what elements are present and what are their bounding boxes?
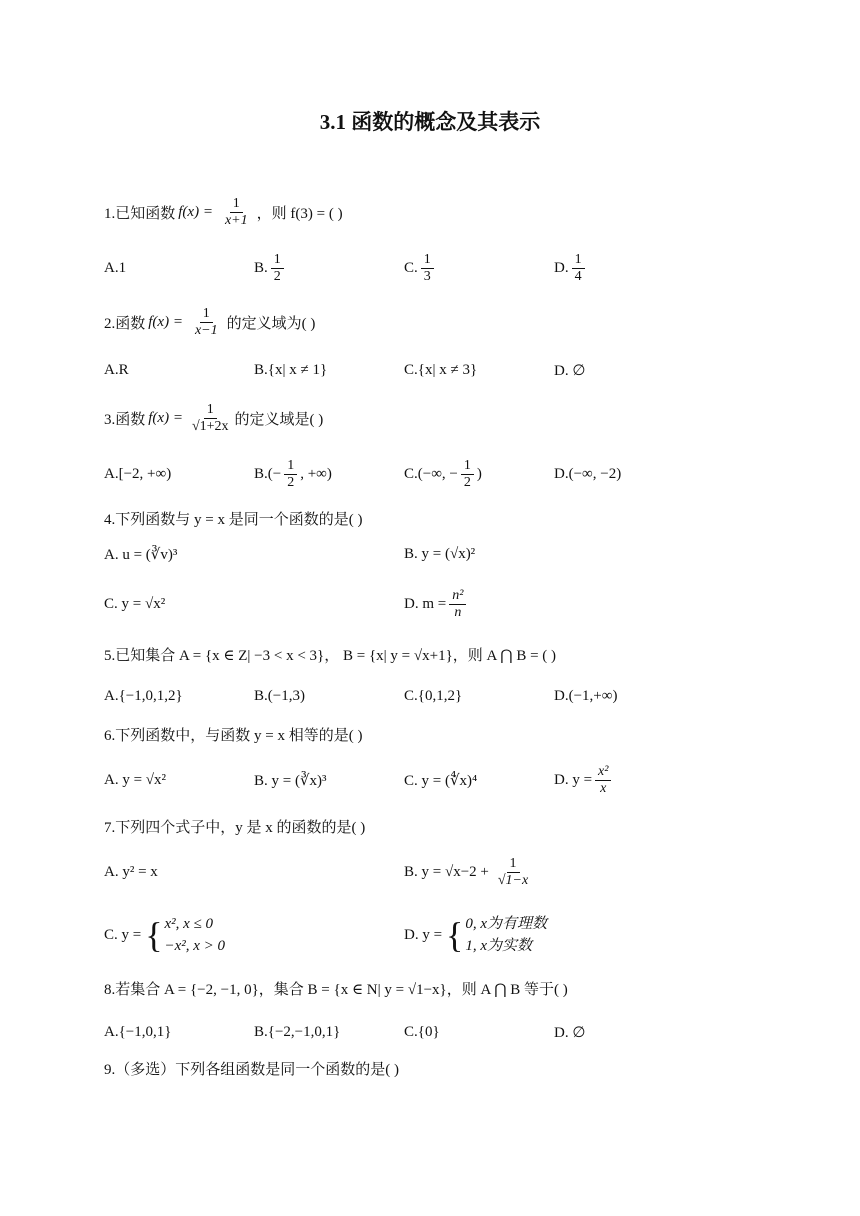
option-label: A.R xyxy=(104,361,129,378)
question-tail: 的定义域是( ) xyxy=(234,411,324,428)
option-label: B. y = (√x)² xyxy=(404,545,476,562)
option-d[interactable] xyxy=(554,350,585,390)
option-label: A. y = √x² xyxy=(104,771,167,788)
question-4-stem xyxy=(104,498,362,538)
question-text: 2.函数 xyxy=(104,315,146,332)
fraction xyxy=(189,306,224,339)
option-label: C. y = xyxy=(104,926,142,943)
fraction xyxy=(449,588,466,621)
question-5-stem xyxy=(104,634,556,674)
question-2-options xyxy=(104,350,744,390)
denominator: x xyxy=(600,780,607,796)
option-c[interactable] xyxy=(404,454,482,494)
question-text: 4.下列函数与 y = x 是同一个函数的是( ) xyxy=(104,511,363,528)
denominator: √1−x xyxy=(497,872,529,888)
function-expression: f(x) = xyxy=(148,313,183,330)
question-8-stem xyxy=(104,968,568,1008)
numerator: 1 xyxy=(200,306,213,323)
fraction xyxy=(284,458,297,491)
option-b[interactable] xyxy=(254,760,327,800)
option-label: D. y = xyxy=(404,926,443,943)
fraction xyxy=(421,252,434,285)
piecewise xyxy=(446,913,547,957)
option-b[interactable] xyxy=(254,350,327,390)
option-c[interactable] xyxy=(404,350,477,390)
option-a[interactable] xyxy=(104,350,129,390)
question-text: 1.已知函数 xyxy=(104,205,176,222)
option-b[interactable] xyxy=(254,676,305,716)
question-text: 7.下列四个式子中，y 是 x 的函数的是( ) xyxy=(104,819,366,836)
option-label: C. y = √x² xyxy=(104,595,166,612)
question-4-options-row-2 xyxy=(104,584,744,624)
option-c[interactable] xyxy=(104,584,165,624)
case-line: −x², x > 0 xyxy=(164,938,226,954)
question-tail: 的定义域为( ) xyxy=(226,315,316,332)
page-title: 3.1 函数的概念及其表示 xyxy=(319,110,541,134)
question-5-options xyxy=(104,676,744,716)
option-label: D. ∅ xyxy=(554,1024,586,1041)
numerator: 1 xyxy=(230,196,243,213)
fraction xyxy=(271,252,284,285)
numerator: 1 xyxy=(204,402,217,419)
option-label: D.(−∞, −2) xyxy=(554,465,622,482)
option-c[interactable] xyxy=(404,1012,440,1052)
function-expression: f(x) = xyxy=(148,409,183,426)
option-label: A.{−1,0,1,2} xyxy=(104,687,183,704)
case-line: x², x ≤ 0 xyxy=(164,916,214,932)
question-1-stem xyxy=(104,192,343,232)
question-3-options xyxy=(104,454,744,494)
cases xyxy=(165,913,226,957)
option-a[interactable] xyxy=(104,852,158,892)
option-label: C. y = (∜x)⁴ xyxy=(404,772,478,789)
denominator: 2 xyxy=(273,268,281,284)
question-8-options xyxy=(104,1012,744,1052)
option-label: C.{0} xyxy=(404,1023,440,1040)
question-3-stem xyxy=(104,398,323,438)
piecewise xyxy=(145,913,225,957)
numerator: x² xyxy=(595,764,611,781)
fraction xyxy=(189,402,232,435)
denominator: 2 xyxy=(287,474,295,490)
question-7-stem xyxy=(104,806,365,846)
option-label: B. xyxy=(254,259,268,276)
option-d[interactable] xyxy=(404,912,547,958)
option-label: C.(−∞, − xyxy=(404,465,458,482)
option-b[interactable] xyxy=(404,852,537,892)
option-d[interactable] xyxy=(554,760,614,800)
question-text: 5.已知集合 A = {x ∈ Z| −3 < x < 3}， B = {x| y = √x+1}，则 A ⋂ B = ( ) xyxy=(104,647,557,664)
numerator: 1 xyxy=(572,252,585,269)
option-c[interactable] xyxy=(404,760,477,800)
option-label: D. xyxy=(554,259,569,276)
option-label: D. ∅ xyxy=(554,362,586,379)
option-label: A. y² = x xyxy=(104,863,158,880)
option-label: ) xyxy=(476,465,482,482)
option-label: , +∞) xyxy=(300,465,332,482)
numerator: 1 xyxy=(461,458,474,475)
option-label: B.{x| x ≠ 1} xyxy=(254,361,328,378)
option-d[interactable] xyxy=(404,584,469,624)
option-d[interactable] xyxy=(554,1012,585,1052)
option-a[interactable] xyxy=(104,676,183,716)
option-label: C. xyxy=(404,259,418,276)
option-b[interactable] xyxy=(404,534,475,574)
fraction xyxy=(219,196,254,229)
question-6-stem xyxy=(104,714,362,754)
fraction xyxy=(461,458,474,491)
option-c[interactable] xyxy=(104,912,225,958)
question-7-options-row-2 xyxy=(104,912,744,958)
option-label: C.{0,1,2} xyxy=(404,687,463,704)
denominator: x−1 xyxy=(194,322,218,338)
denominator: 2 xyxy=(463,474,471,490)
denominator: √1+2x xyxy=(191,418,229,434)
numerator: 1 xyxy=(284,458,297,475)
option-d[interactable] xyxy=(554,454,621,494)
option-a[interactable] xyxy=(104,1012,171,1052)
option-c[interactable] xyxy=(404,248,437,288)
case-line: 0, x为有理数 xyxy=(465,916,547,932)
question-text: 3.函数 xyxy=(104,411,146,428)
option-a[interactable] xyxy=(104,454,171,494)
option-b[interactable] xyxy=(254,454,332,494)
fraction xyxy=(572,252,585,285)
fraction xyxy=(492,856,534,889)
numerator: 1 xyxy=(271,252,284,269)
numerator: 1 xyxy=(421,252,434,269)
question-6-options xyxy=(104,760,744,800)
denominator: n xyxy=(454,604,462,620)
denominator: 4 xyxy=(574,268,582,284)
fraction xyxy=(595,764,611,797)
option-label: B.(− xyxy=(254,465,282,482)
option-label: B. y = √x−2 + xyxy=(404,863,489,880)
option-label: D. y = xyxy=(554,771,593,788)
option-label: B. y = (∛x)³ xyxy=(254,772,327,789)
option-label: B.(−1,3) xyxy=(254,687,305,704)
left-brace: { xyxy=(145,915,163,955)
question-tail: ，则 f(3) = ( ) xyxy=(256,205,343,222)
option-label: D.(−1,+∞) xyxy=(554,687,618,704)
cases xyxy=(465,913,547,957)
function-expression: f(x) = xyxy=(178,203,213,220)
option-label: B.{−2,−1,0,1} xyxy=(254,1023,341,1040)
option-b[interactable] xyxy=(254,1012,340,1052)
question-text: 8.若集合 A = {−2, −1, 0}，集合 B = {x ∈ N| y = √1−x}，则 A ⋂ B 等于( ) xyxy=(104,981,568,998)
option-a[interactable] xyxy=(104,534,177,574)
option-label: D. m = xyxy=(404,595,447,612)
question-7-options-row-1 xyxy=(104,852,744,892)
question-text: 6.下列函数中，与函数 y = x 相等的是( ) xyxy=(104,727,363,744)
case-line: 1, x为实数 xyxy=(465,938,532,954)
option-d[interactable] xyxy=(554,676,617,716)
question-text: 9.（多选）下列各组函数是同一个函数的是( ) xyxy=(104,1061,399,1078)
question-9-stem xyxy=(104,1048,399,1088)
left-brace: { xyxy=(446,915,464,955)
denominator: 3 xyxy=(423,268,431,284)
option-a[interactable] xyxy=(104,760,166,800)
option-label: A.{−1,0,1} xyxy=(104,1023,172,1040)
option-b[interactable] xyxy=(254,248,287,288)
numerator: 1 xyxy=(507,856,520,873)
option-a[interactable] xyxy=(104,248,126,288)
question-2-stem xyxy=(104,302,315,342)
question-4-options-row-1 xyxy=(104,534,744,574)
option-label: A. u = (∛v)³ xyxy=(104,546,178,563)
option-label: A.[−2, +∞) xyxy=(104,465,172,482)
option-c[interactable] xyxy=(404,676,462,716)
option-label: C.{x| x ≠ 3} xyxy=(404,361,478,378)
option-d[interactable] xyxy=(554,248,588,288)
denominator: x+1 xyxy=(224,212,248,228)
numerator: n² xyxy=(449,588,466,605)
option-label: A.1 xyxy=(104,259,127,276)
question-1-options xyxy=(104,248,744,288)
